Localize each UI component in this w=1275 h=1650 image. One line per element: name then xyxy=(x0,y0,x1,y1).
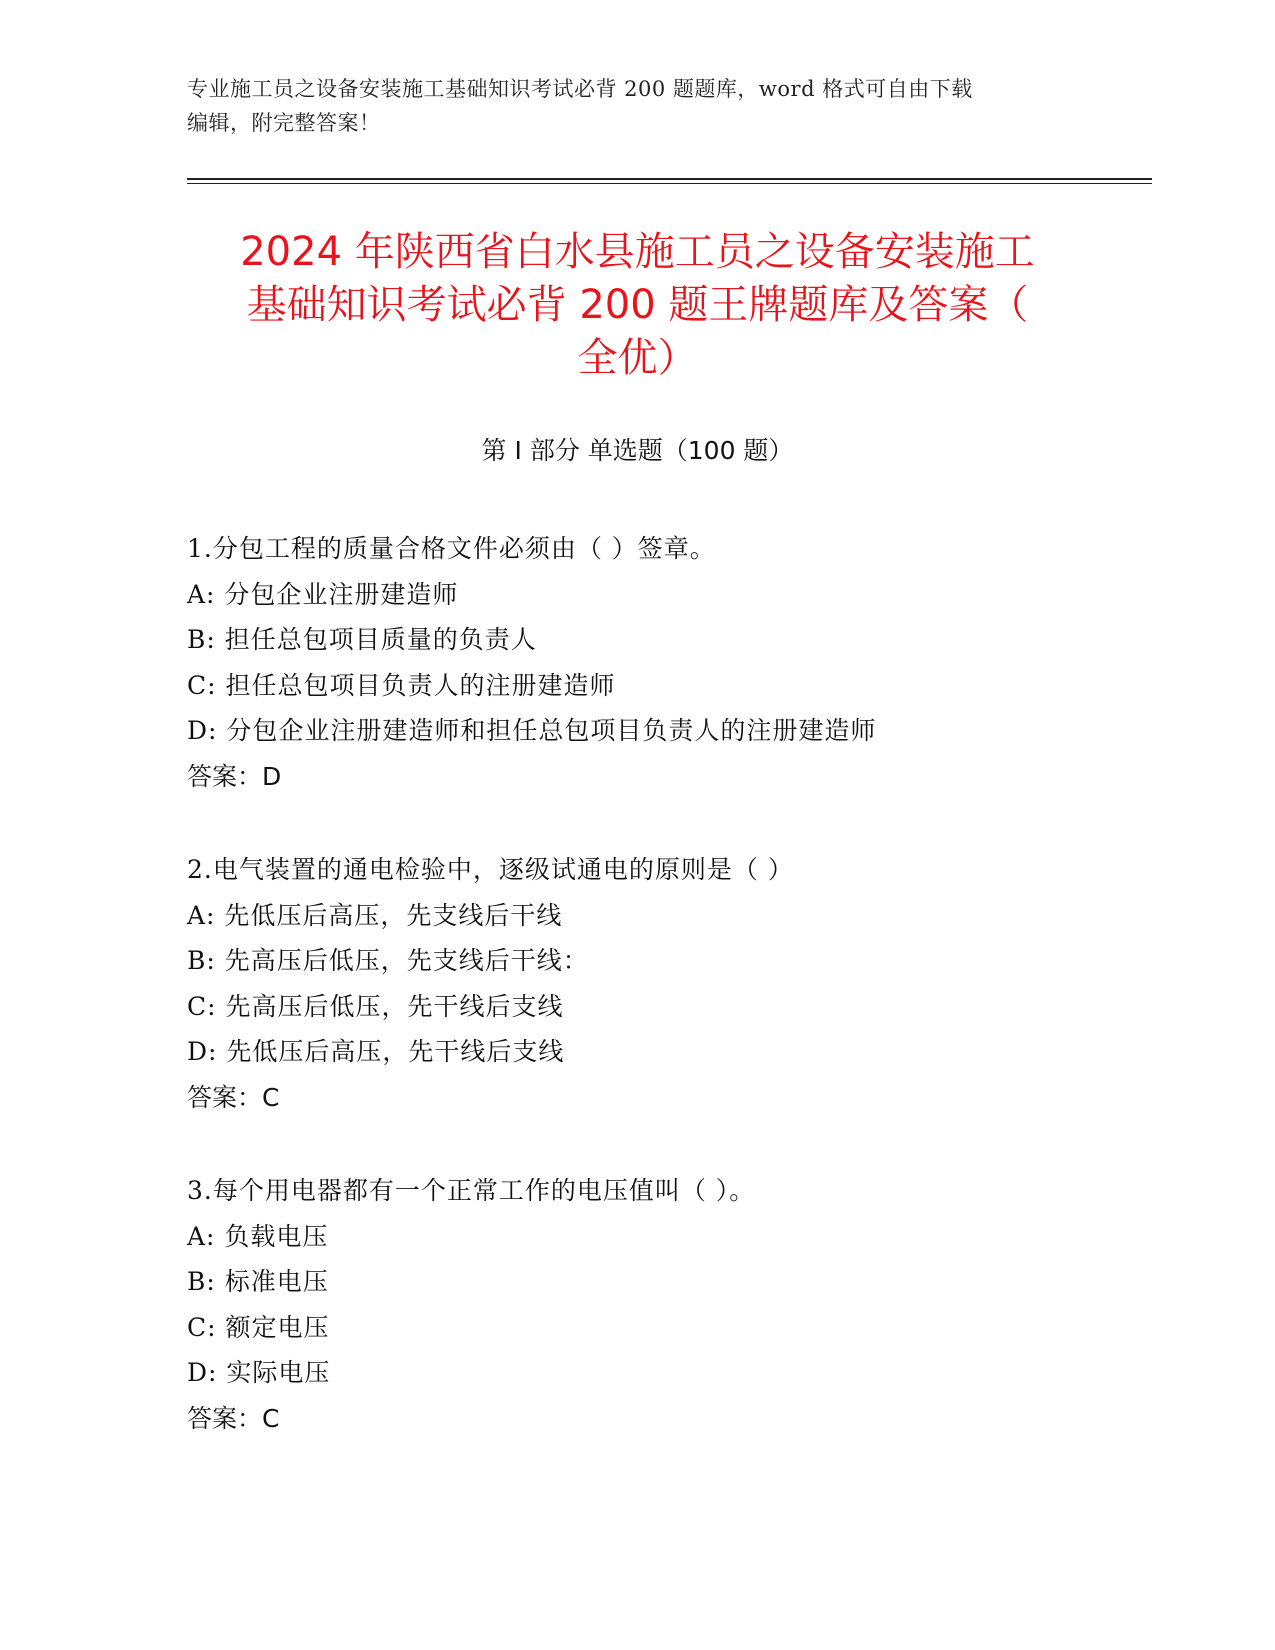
header-note xyxy=(187,72,1087,140)
header-note-line-2: 编辑，附完整答案！ xyxy=(187,111,381,135)
answer: 答案：C xyxy=(187,1082,280,1112)
option-a: A: 先低压后高压，先支线后干线 xyxy=(187,900,563,930)
question-3 xyxy=(187,1168,1167,1441)
header-note-line-1: 专业施工员之设备安装施工基础知识考试必背 200 题题库，word 格式可自由下载 xyxy=(187,77,973,101)
answer: 答案：D xyxy=(187,761,282,791)
question-stem: 3.每个用电器都有一个正常工作的电压值叫（ ）。 xyxy=(187,1176,756,1205)
option-d: D: 先低压后高压，先干线后支线 xyxy=(187,1037,565,1066)
question-stem: 2.电气装置的通电检验中，逐级试通电的原则是（ ） xyxy=(187,855,794,884)
question-list xyxy=(187,526,1167,1489)
document-title-line-1: 2024 年陕西省白水县施工员之设备安装施工 xyxy=(240,229,1035,275)
option-b: B: 标准电压 xyxy=(187,1267,329,1296)
option-d: D: 实际电压 xyxy=(187,1358,331,1387)
question-1 xyxy=(187,526,1167,799)
question-2 xyxy=(187,847,1167,1120)
option-c: C: 额定电压 xyxy=(187,1312,330,1342)
option-b: B: 担任总包项目质量的负责人 xyxy=(187,625,537,654)
document-title-line-3: 全优） xyxy=(577,335,698,381)
option-b: B: 先高压后低压，先支线后干线： xyxy=(187,946,589,975)
option-c: C: 担任总包项目负责人的注册建造师 xyxy=(187,670,616,700)
answer: 答案：C xyxy=(187,1403,280,1433)
document-title-line-2: 基础知识考试必背 200 题王牌题库及答案（ xyxy=(246,282,1029,328)
header-divider-thin xyxy=(187,183,1152,184)
document-title xyxy=(150,226,1125,385)
option-d: D: 分包企业注册建造师和担任总包项目负责人的注册建造师 xyxy=(187,716,877,745)
question-stem: 1.分包工程的质量合格文件必须由（ ）签章。 xyxy=(187,534,716,563)
option-a: A: 分包企业注册建造师 xyxy=(187,579,459,609)
option-c: C: 先高压后低压，先干线后支线 xyxy=(187,991,564,1021)
header-divider-thick xyxy=(187,178,1152,180)
option-a: A: 负载电压 xyxy=(187,1221,329,1251)
section-heading: 第 I 部分 单选题（100 题） xyxy=(481,436,794,465)
